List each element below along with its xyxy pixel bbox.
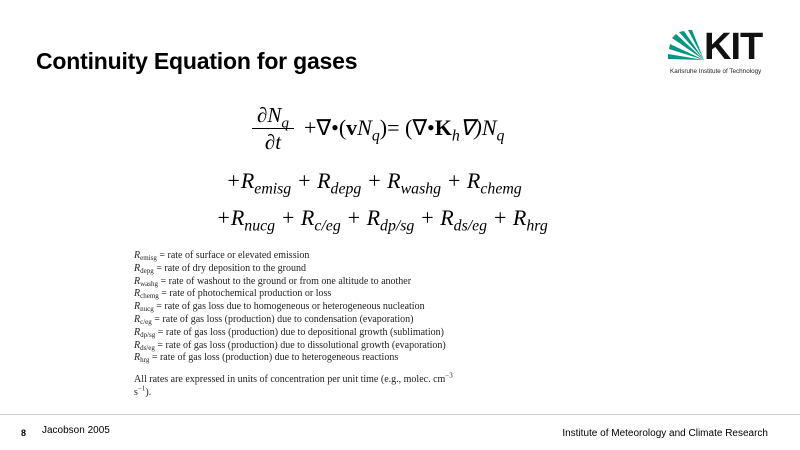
term: + R bbox=[487, 205, 527, 230]
equation-line-2: $+R_{emisg} + R_{depg} + R_{washg} + R_{chemg}$ bbox=[226, 168, 522, 198]
kit-logo-word: KIT bbox=[704, 26, 763, 68]
diffusion-tensor: K bbox=[434, 115, 452, 140]
definition-row: $R_{ds/eg}$ = rate of gas loss (production) due to dissolutional growth (evaporation) bbox=[134, 339, 446, 352]
equals-paren: )= (∇• bbox=[379, 115, 435, 140]
concentration-symbol: N bbox=[357, 115, 372, 140]
slide-title: Continuity Equation for gases bbox=[36, 48, 358, 74]
units-note: All rates are expressed in units of concentration per unit time (e.g., molec. $cm^{-3}$ $s^{-1}$). bbox=[134, 371, 453, 398]
numerator: ∂N bbox=[257, 103, 282, 127]
kit-logo-fan-icon bbox=[668, 30, 708, 66]
page-number: 8 bbox=[21, 428, 27, 438]
term: +R bbox=[226, 168, 255, 193]
term: + R bbox=[291, 168, 331, 193]
denominator: ∂t bbox=[264, 130, 282, 154]
footer-divider bbox=[0, 414, 800, 415]
footer-institute: Institute of Meteorology and Climate Research bbox=[562, 428, 768, 439]
term: + R bbox=[340, 205, 381, 230]
equation-line-1 bbox=[304, 115, 505, 145]
partial-derivative-fraction bbox=[252, 104, 294, 153]
term: +R bbox=[216, 205, 245, 230]
definition-row: $R_{c/eg}$ = rate of gas loss (production) due to condensation (evaporation) bbox=[134, 313, 414, 326]
term: + R bbox=[414, 205, 454, 230]
rhs-sub: q bbox=[496, 127, 505, 145]
kit-logo-tagline: Karlsruhe Institute of Technology bbox=[670, 68, 762, 75]
definition-row: $R_{washg}$ = rate of washout to the ground or from one altitude to another bbox=[134, 275, 412, 288]
kit-logo bbox=[668, 26, 768, 76]
definitions-list bbox=[134, 250, 534, 400]
rhs-term: ∇)N bbox=[459, 115, 497, 140]
definition-row: $R_{dp/sg}$ = rate of gas loss (production) due to depositional growth (sublimation) bbox=[134, 326, 444, 339]
definition-row: $R_{nucg}$ = rate of gas loss due to homogeneous or heterogeneous nucleation bbox=[134, 301, 425, 314]
definition-row: $R_{depg}$ = rate of dry deposition to the ground bbox=[134, 262, 306, 275]
term: + R bbox=[275, 205, 315, 230]
dot-open-paren: •( bbox=[331, 115, 347, 140]
definition-row: $R_{emisg}$ = rate of surface or elevated emission bbox=[134, 250, 310, 262]
term: + R bbox=[361, 168, 401, 193]
diffusion-sub: h bbox=[451, 127, 460, 145]
velocity-vector: v bbox=[346, 115, 358, 140]
numerator-sub: q bbox=[281, 115, 289, 132]
footer-source: Jacobson 2005 bbox=[42, 425, 110, 436]
divergence-operator: +∇ bbox=[304, 115, 332, 140]
term: + R bbox=[441, 168, 481, 193]
concentration-sub: q bbox=[371, 127, 380, 145]
definition-row: $R_{chemg}$ = rate of photochemical production or loss bbox=[134, 288, 332, 301]
equation-line-3: $+R_{nucg} + R_{c/eg} + R_{dp/sg} + R_{ds/eg} + R_{hrg}$ bbox=[216, 205, 548, 235]
definition-row: $R_{hrg}$ = rate of gas loss (production) due to heterogeneous reactions bbox=[134, 352, 399, 365]
